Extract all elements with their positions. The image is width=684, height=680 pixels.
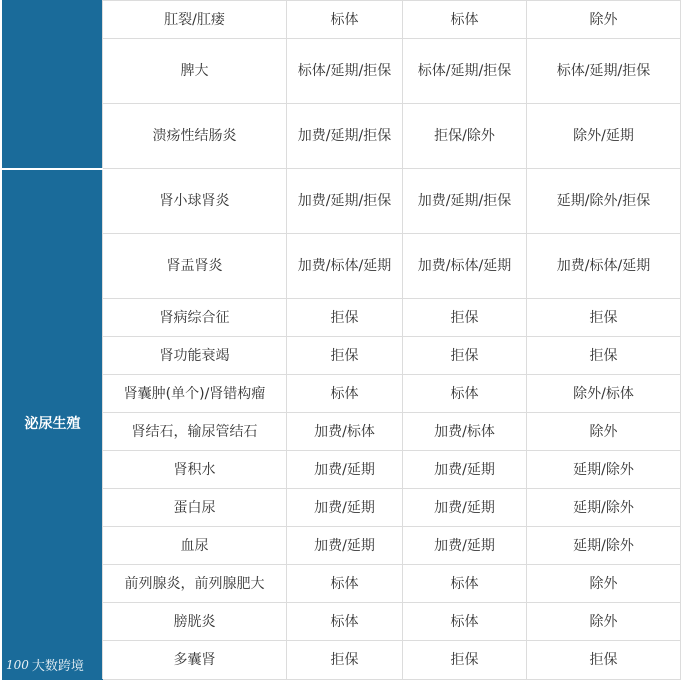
watermark [6, 655, 84, 674]
result-cell: 加费/延期 [403, 451, 527, 489]
disease-cell: 肾积水 [103, 451, 287, 489]
result-cell: 拒保/除外 [403, 104, 527, 169]
table-row [3, 603, 681, 641]
disease-cell: 肾功能衰竭 [103, 337, 287, 375]
result-cell: 除外 [527, 413, 681, 451]
disease-cell: 溃疡性结肠炎 [103, 104, 287, 169]
result-cell: 标体 [403, 1, 527, 39]
result-cell: 标体/延期/拒保 [287, 39, 403, 104]
table-row [3, 299, 681, 337]
result-cell: 加费/延期/拒保 [287, 104, 403, 169]
table-row [3, 527, 681, 565]
result-cell: 标体 [287, 1, 403, 39]
table-row [3, 234, 681, 299]
disease-cell: 脾大 [103, 39, 287, 104]
category-cell: 泌尿生殖 [3, 169, 103, 680]
result-cell: 除外 [527, 565, 681, 603]
table-row [3, 169, 681, 234]
result-cell: 拒保 [403, 641, 527, 680]
category-cell [3, 1, 103, 169]
result-cell: 延期/除外 [527, 527, 681, 565]
table-row [3, 489, 681, 527]
result-cell: 拒保 [287, 337, 403, 375]
result-cell: 加费/标体/延期 [287, 234, 403, 299]
result-cell: 加费/标体/延期 [403, 234, 527, 299]
result-cell: 拒保 [403, 299, 527, 337]
table-row [3, 375, 681, 413]
disease-cell: 血尿 [103, 527, 287, 565]
result-cell: 标体 [403, 565, 527, 603]
result-cell: 延期/除外/拒保 [527, 169, 681, 234]
result-cell: 除外/延期 [527, 104, 681, 169]
result-cell: 标体 [403, 603, 527, 641]
result-cell: 加费/延期 [403, 489, 527, 527]
result-cell: 标体 [403, 375, 527, 413]
result-cell: 加费/延期/拒保 [287, 169, 403, 234]
result-cell: 加费/延期/拒保 [403, 169, 527, 234]
result-cell: 除外 [527, 1, 681, 39]
result-cell: 拒保 [527, 641, 681, 680]
table-row [3, 413, 681, 451]
result-cell: 标体 [287, 603, 403, 641]
result-cell: 加费/标体/延期 [527, 234, 681, 299]
watermark-text: 大数跨境 [31, 659, 84, 674]
watermark-logo: 100 [6, 657, 29, 672]
result-cell: 延期/除外 [527, 489, 681, 527]
disease-cell: 多囊肾 [103, 641, 287, 680]
disease-cell: 膀胱炎 [103, 603, 287, 641]
disease-cell: 肾囊肿(单个)/肾错构瘤 [103, 375, 287, 413]
result-cell: 标体 [287, 565, 403, 603]
result-cell: 标体 [287, 375, 403, 413]
result-cell: 标体/延期/拒保 [403, 39, 527, 104]
result-cell: 加费/标体 [287, 413, 403, 451]
result-cell: 拒保 [287, 641, 403, 680]
disease-cell: 肾病综合征 [103, 299, 287, 337]
result-cell: 拒保 [527, 299, 681, 337]
result-cell: 加费/标体 [403, 413, 527, 451]
result-cell: 加费/延期 [287, 451, 403, 489]
table-row [3, 565, 681, 603]
result-cell: 拒保 [403, 337, 527, 375]
table-row [3, 451, 681, 489]
result-cell: 延期/除外 [527, 451, 681, 489]
table-row [3, 104, 681, 169]
result-cell: 除外/标体 [527, 375, 681, 413]
disease-cell: 肾小球肾炎 [103, 169, 287, 234]
result-cell: 加费/延期 [287, 527, 403, 565]
table-row [3, 39, 681, 104]
disease-cell: 肾结石，输尿管结石 [103, 413, 287, 451]
disease-cell: 肛裂/肛瘘 [103, 1, 287, 39]
table-row [3, 337, 681, 375]
result-cell: 拒保 [527, 337, 681, 375]
result-cell: 拒保 [287, 299, 403, 337]
result-cell: 加费/延期 [403, 527, 527, 565]
disease-cell: 前列腺炎，前列腺肥大 [103, 565, 287, 603]
table-row [3, 1, 681, 39]
disease-cell: 蛋白尿 [103, 489, 287, 527]
result-cell: 除外 [527, 603, 681, 641]
underwriting-table [2, 0, 681, 680]
disease-cell: 肾盂肾炎 [103, 234, 287, 299]
table-row [3, 641, 681, 680]
result-cell: 加费/延期 [287, 489, 403, 527]
result-cell: 标体/延期/拒保 [527, 39, 681, 104]
